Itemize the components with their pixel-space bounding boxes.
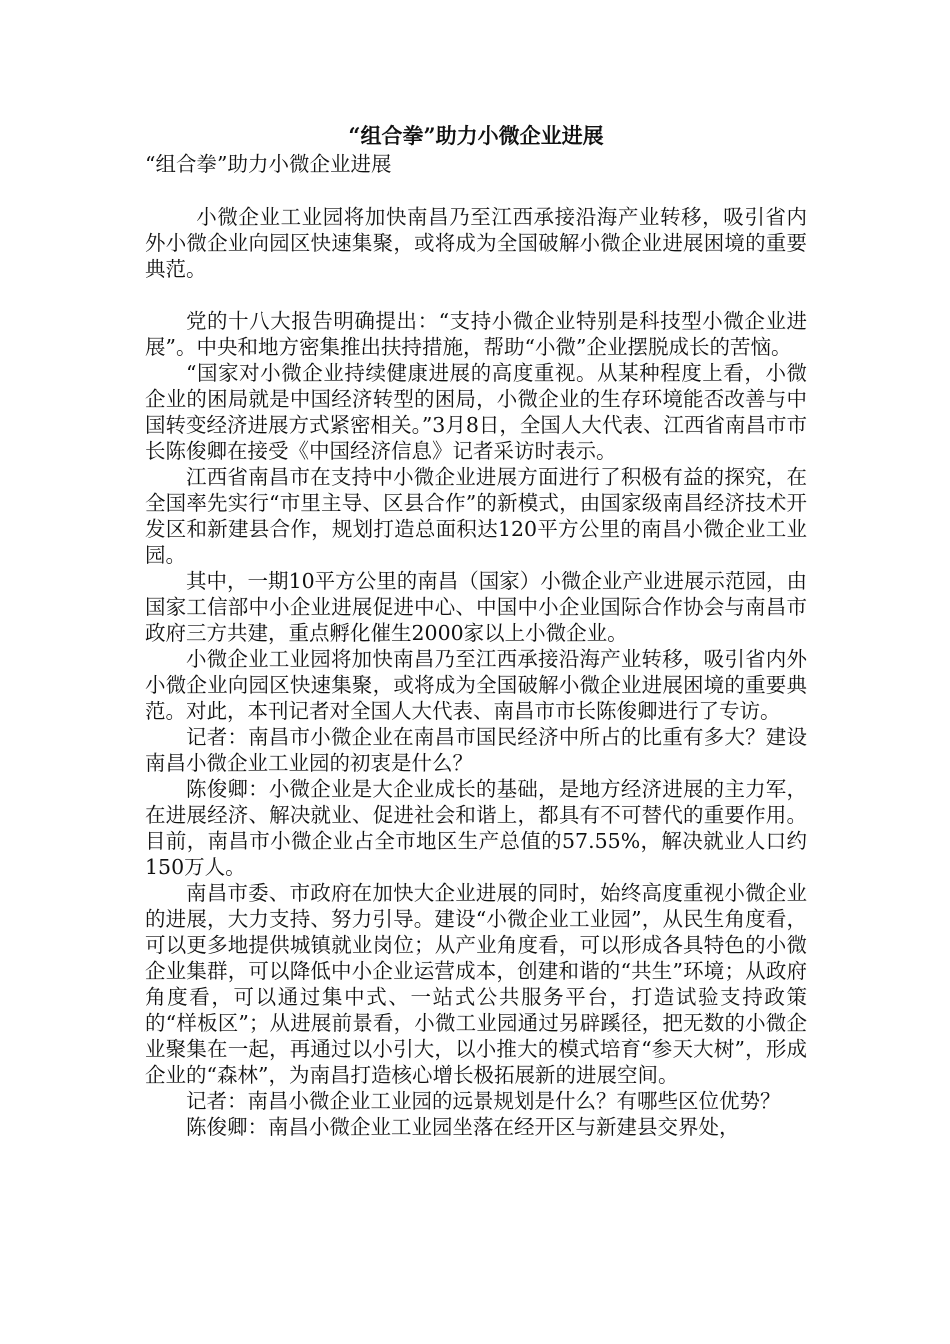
lead-paragraph: 小微企业工业园将加快南昌乃至江西承接沿海产业转移，吸引省内外小微企业向园区快速集聚，或将成为全国破解小微企业进展困境的重要典范。 — [145, 205, 807, 281]
body-paragraph: 小微企业工业园将加快南昌乃至江西承接沿海产业转移，吸引省内外小微企业向园区快速集聚，或将成为全国破解小微企业进展困境的重要典范。对此，本刊记者对全国人大代表、南昌市市长陈俊卿进行了专访。 — [145, 647, 807, 723]
document-title: “组合拳”助力小微企业进展 — [348, 123, 604, 148]
interview-question: 记者：南昌小微企业工业园的远景规划是什么？有哪些区位优势？ — [186, 1089, 781, 1113]
body-paragraph: 党的十八大报告明确提出：“支持小微企业特别是科技型小微企业进展”。中央和地方密集推出扶持措施，帮助“小微”企业摆脱成长的苦恼。 — [145, 309, 807, 359]
body-paragraph: “国家对小微企业持续健康进展的高度重视。从某种程度上看，小微企业的困局就是中国经济转型的困局，小微企业的生存环境能否改善与中国转变经济进展方式紧密相关。”3月8日，全国人大代表、江西省南昌市市长陈俊卿在接受《中国经济信息》记者采访时表示。 — [145, 361, 807, 463]
interview-question: 记者：南昌市小微企业在南昌市国民经济中所占的比重有多大？建设南昌小微企业工业园的初衷是什么？ — [145, 725, 807, 775]
interview-answer: 陈俊卿：南昌小微企业工业园坐落在经开区与新建县交界处， — [186, 1115, 740, 1139]
body-paragraph: 江西省南昌市在支持中小微企业进展方面进行了积极有益的探究，在全国率先实行“市里主导、区县合作”的新模式，由国家级南昌经济技术开发区和新建县合作，规划打造总面积达120平方公里的南昌小微企业工业园。 — [145, 465, 807, 567]
document-subtitle: “组合拳”助力小微企业进展 — [145, 152, 392, 176]
body-paragraph: 其中，一期10平方公里的南昌（国家）小微企业产业进展示范园，由国家工信部中小企业进展促进中心、中国中小企业国际合作协会与南昌市政府三方共建，重点孵化催生2000家以上小微企业。 — [145, 569, 807, 645]
blank-line — [145, 282, 807, 308]
body-paragraph: 南昌市委、市政府在加快大企业进展的同时，始终高度重视小微企业的进展，大力支持、努力引导。建设“小微企业工业园”，从民生角度看，可以更多地提供城镇就业岗位；从产业角度看，可以形成各具特色的小微企业集群，可以降低中小企业运营成本，创建和谐的“共生”环境；从政府角度看，可以通过集中式、一站式公共服务平台，打造试验支持政策的“样板区”；从进展前景看，小微工业园通过另辟蹊径，把无数的小微企业聚集在一起，再通过以小引大，以小推大的模式培育“参天大树”，形成企业的“森林”，为南昌打造核心增长极拓展新的进展空间。 — [145, 881, 807, 1087]
blank-line — [145, 178, 807, 204]
document-body — [145, 122, 807, 1140]
interview-answer: 陈俊卿：小微企业是大企业成长的基础，是地方经济进展的主力军，在进展经济、解决就业、促进社会和谐上，都具有不可替代的重要作用。目前，南昌市小微企业占全市地区生产总值的57.55%，解决就业人口约150万人。 — [145, 777, 807, 879]
